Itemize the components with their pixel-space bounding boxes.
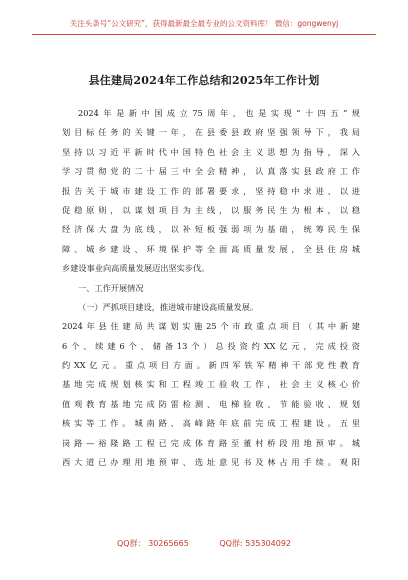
footer-qq-group-1: QQ群： 30265665 [116,539,189,548]
subsection-heading: （一）严抓项目建设，推进城市建设高质量发展。 [78,301,259,312]
body-line: 2024年是新中国成立75周年，也是实现“十四五”规 [78,108,360,118]
body-line: 划目标任务的关键一年，在县委县政府坚强领导下，我局 [62,127,360,138]
document-body [62,104,360,472]
body-line: 障、城乡建设、环境保护等全面高质量发展，全县住房城 [62,243,360,254]
body-line: 报告关于城市建设工作的部署要求，坚持稳中求进、以进 [62,185,360,196]
body-line: 6个、续建6个、储备13个）总投资约XX亿元，完成投资 [62,340,360,351]
body-line: 西大道已办理用地预审、选址意见书及林占用手续。观阳 [62,457,360,468]
body-line: 坚持以习近平新时代中国特色社会主义思想为指导，深入 [62,146,360,157]
document-title: 县住建局2024年工作总结和2025年工作计划 [88,74,320,87]
body-line: 值观教育基地完成防雷检测、电梯验收、节能验收、规划 [62,398,360,409]
body-line: 基地完成规划核实和工程竣工验收工作，社会主义核心价 [62,379,360,390]
header-divider [32,34,376,35]
header-banner: 关注头条号“公文研究”，获得最新最全最专业的公文资料库！ 微信：gongwenyj [69,19,339,28]
body-line: 经济保大盘为底线，以补短板强弱项为基础，统筹民生保 [62,224,360,235]
body-line: 学习贯彻党的二十届三中全会精神，认真落实县政府工作 [62,166,360,177]
footer-contacts [0,538,408,549]
body-line: 2024年县住建局共谋划实施25个市政重点项目（其中新建 [62,321,360,332]
section-heading: 一、工作开展情况 [78,282,144,293]
footer-qq-group-2: QQ群: 535304092 [219,539,292,548]
body-line: 核实等工作。城南路、高峰路年底前完成工程建设。五里 [62,418,360,429]
body-line: 促稳原则，以谋划项目为主线，以服务民生为根本，以稳 [62,204,360,215]
body-line: 乡建设事业向高质量发展迈出坚实步伐。 [62,263,210,274]
body-line: 岗路—裕隆路工程已完成体育路至董村桥段用地预审。城 [62,437,360,448]
body-line: 约XX亿元。重点项目方面。新四军铁军精神干部党性教育 [62,360,360,371]
